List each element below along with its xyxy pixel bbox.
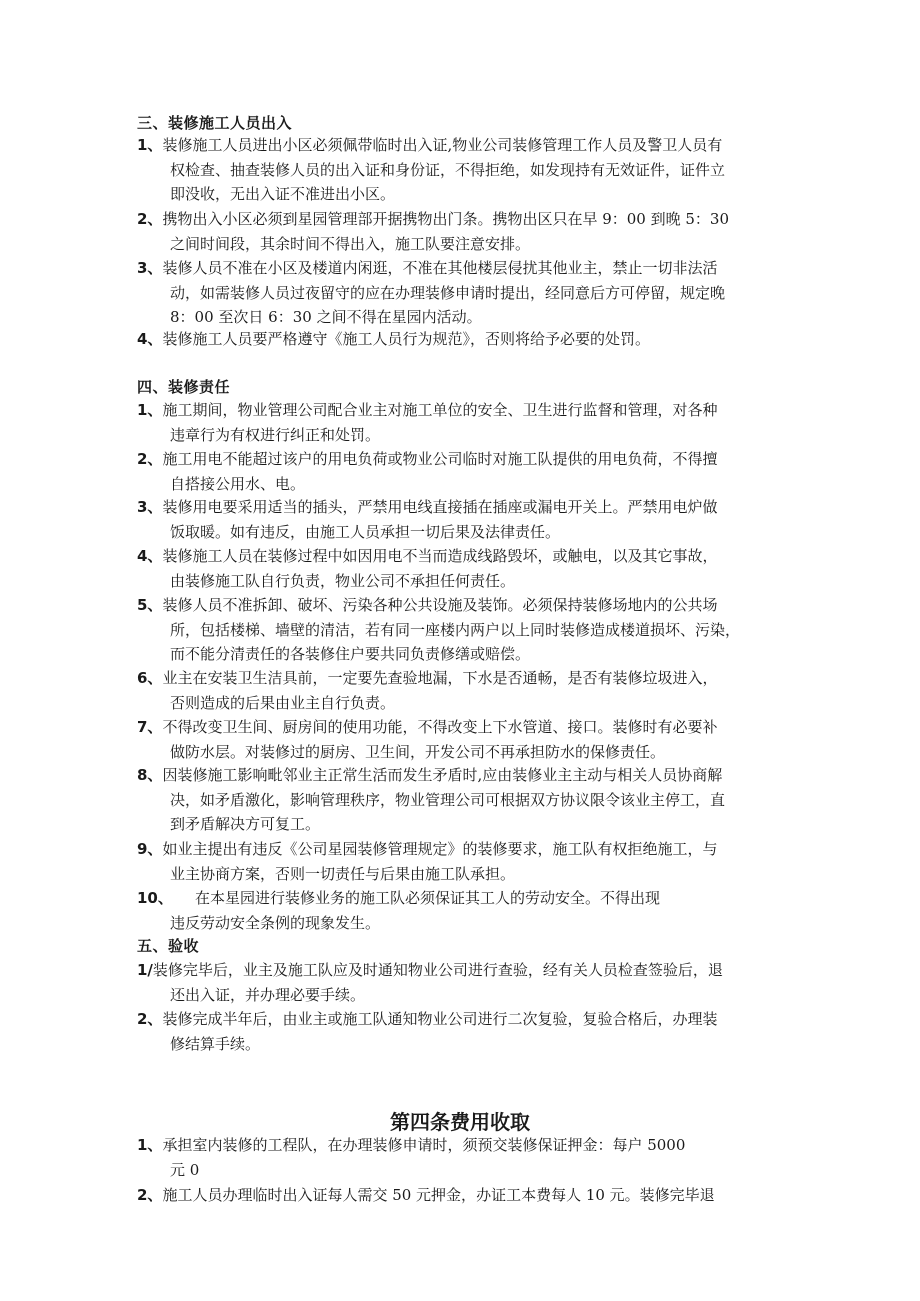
list-item xyxy=(137,1133,802,1182)
item-line: 所，包括楼梯、墙壁的清洁，若有同一座楼内两户以上同时装修造成楼道损坏、污染， xyxy=(170,620,741,639)
item-line: 装修人员不准在小区及楼道内闲逛，不准在其他楼层侵扰其他业主，禁止一切非法活 xyxy=(162,259,718,277)
section-heading-acceptance: 五、验收 xyxy=(137,937,200,955)
section-heading-responsibility: 四、装修责任 xyxy=(137,378,231,396)
item-line: 由装修施工队自行负责，物业公司不承担任何责任。 xyxy=(170,571,516,590)
list-item xyxy=(137,133,802,207)
item-line: 装修用电要采用适当的插头，严禁用电线直接插在插座或漏电开关上。严禁用电炉做 xyxy=(162,498,718,516)
item-line: 施工人员办理临时出入证每人需交 50 元押金，办证工本费每人 10 元。装修完毕退 xyxy=(162,1186,715,1204)
item-line: 修结算手续。 xyxy=(170,1034,261,1053)
list-item xyxy=(137,256,802,330)
item-number: 7、 xyxy=(137,718,163,736)
list-item xyxy=(137,715,802,764)
item-line: 违章行为有权进行纠正和处罚。 xyxy=(170,425,381,444)
item-line: 即没收，无出入证不准进出小区。 xyxy=(170,185,396,203)
list-item xyxy=(137,398,802,447)
list-item xyxy=(137,327,802,352)
item-number: 2、 xyxy=(137,1186,163,1204)
list-item xyxy=(137,544,802,593)
item-line: 而不能分清责任的各装修住户要共同负责修缮或赔偿。 xyxy=(170,645,531,663)
item-number: 5、 xyxy=(137,596,163,614)
item-number: 1、 xyxy=(137,136,163,154)
list-item xyxy=(137,886,802,935)
item-number: 9、 xyxy=(137,840,163,858)
list-item xyxy=(137,495,802,544)
item-line: 权检查、抽查装修人员的出入证和身份证，不得拒绝，如发现持有无效证件，证件立 xyxy=(170,160,726,179)
item-number: 10、 xyxy=(137,889,173,907)
item-line: 之间时间段，其余时间不得出入，施工队要注意安排。 xyxy=(170,234,531,253)
item-line: 8：00 至次日 6：30 之间不得在星园内活动。 xyxy=(170,308,482,326)
list-item xyxy=(137,666,802,715)
item-line: 装修施工人员在装修过程中如因用电不当而造成线路毁坏，或触电，以及其它事故， xyxy=(162,547,718,565)
list-item xyxy=(137,958,802,1007)
item-line: 否则造成的后果由业主自行负责。 xyxy=(170,693,396,712)
section-heading-entry-exit: 三、装修施工人员出入 xyxy=(137,114,293,132)
item-line: 装修人员不准拆卸、破坏、污染各种公共设施及装饰。必须保持装修场地内的公共场 xyxy=(162,596,718,614)
item-line: 饭取暖。如有违反，由施工人员承担一切后果及法律责任。 xyxy=(170,522,561,541)
item-line: 业主协商方案，否则一切责任与后果由施工队承担。 xyxy=(170,864,516,883)
item-line: 动，如需装修人员过夜留守的应在办理装修申请时提出，经同意后方可停留，规定晚 xyxy=(170,283,726,302)
item-line: 携物出入小区必须到星园管理部开据携物出门条。携物出区只在早 9：00 到晚 5：30 xyxy=(162,210,730,228)
item-line: 自搭接公用水、电。 xyxy=(170,474,306,493)
item-line: 如业主提出有违反《公司星园装修管理规定》的装修要求，施工队有权拒绝施工，与 xyxy=(162,840,718,858)
item-line: 装修施工人员进出小区必须佩带临时出入证,物业公司装修管理工作人员及警卫人员有 xyxy=(162,136,723,154)
item-number: 6、 xyxy=(137,669,163,687)
list-item xyxy=(137,1007,802,1056)
article-title: 第四条费用收取 xyxy=(390,1110,530,1134)
item-number: 2、 xyxy=(137,1010,163,1028)
item-line: 不得改变卫生间、厨房间的使用功能，不得改变上下水管道、接口。装修时有必要补 xyxy=(162,718,718,736)
item-number: 3、 xyxy=(137,498,163,516)
item-number: 8、 xyxy=(137,766,163,784)
list-item xyxy=(137,447,802,496)
item-line: 装修完毕后，业主及施工队应及时通知物业公司进行查验，经有关人员检查签验后，退 xyxy=(152,961,723,979)
item-line: 决，如矛盾激化，影响管理秩序，物业管理公司可根据双方协议限令该业主停工，直 xyxy=(170,790,726,809)
item-line: 到矛盾解决方可复工。 xyxy=(170,815,321,833)
item-line: 装修完成半年后，由业主或施工队通知物业公司进行二次复验，复验合格后，办理装 xyxy=(162,1010,718,1028)
item-number: 4、 xyxy=(137,547,163,565)
item-line: 施工用电不能超过该户的用电负荷或物业公司临时对施工队提供的用电负荷，不得擅 xyxy=(162,450,718,468)
item-number: 1、 xyxy=(137,401,163,419)
item-line: 业主在安装卫生洁具前，一定要先查验地漏，下水是否通畅，是否有装修垃圾进入， xyxy=(162,669,718,687)
item-number: 1/ xyxy=(137,961,153,979)
item-line: 在本星园进行装修业务的施工队必须保证其工人的劳动安全。不得出现 xyxy=(195,889,661,907)
item-line: 做防水层。对装修过的厨房、卫生间，开发公司不再承担防水的保修责任。 xyxy=(170,742,666,761)
list-item xyxy=(137,1183,802,1208)
item-line: 因装修施工影响毗邻业主正常生活而发生矛盾时,应由装修业主主动与相关人员协商解 xyxy=(162,766,723,784)
item-number: 4、 xyxy=(137,330,163,348)
item-number: 2、 xyxy=(137,450,163,468)
item-line: 违反劳动安全条例的现象发生。 xyxy=(170,913,381,932)
list-item xyxy=(137,593,802,667)
item-line: 施工期间，物业管理公司配合业主对施工单位的安全、卫生进行监督和管理，对各种 xyxy=(162,401,718,419)
list-item xyxy=(137,763,802,837)
list-item xyxy=(137,207,802,256)
item-number: 1、 xyxy=(137,1136,163,1154)
list-item xyxy=(137,837,802,886)
item-number: 3、 xyxy=(137,259,163,277)
item-line: 承担室内装修的工程队，在办理装修申请时，须预交装修保证押金：每户 5000 xyxy=(162,1136,686,1154)
item-line: 装修施工人员要严格遵守《施工人员行为规范》，否则将给予必要的处罚。 xyxy=(162,330,650,348)
item-line: 还出入证，并办理必要手续。 xyxy=(170,985,366,1004)
item-number: 2、 xyxy=(137,210,163,228)
item-line: 元 0 xyxy=(170,1160,200,1179)
